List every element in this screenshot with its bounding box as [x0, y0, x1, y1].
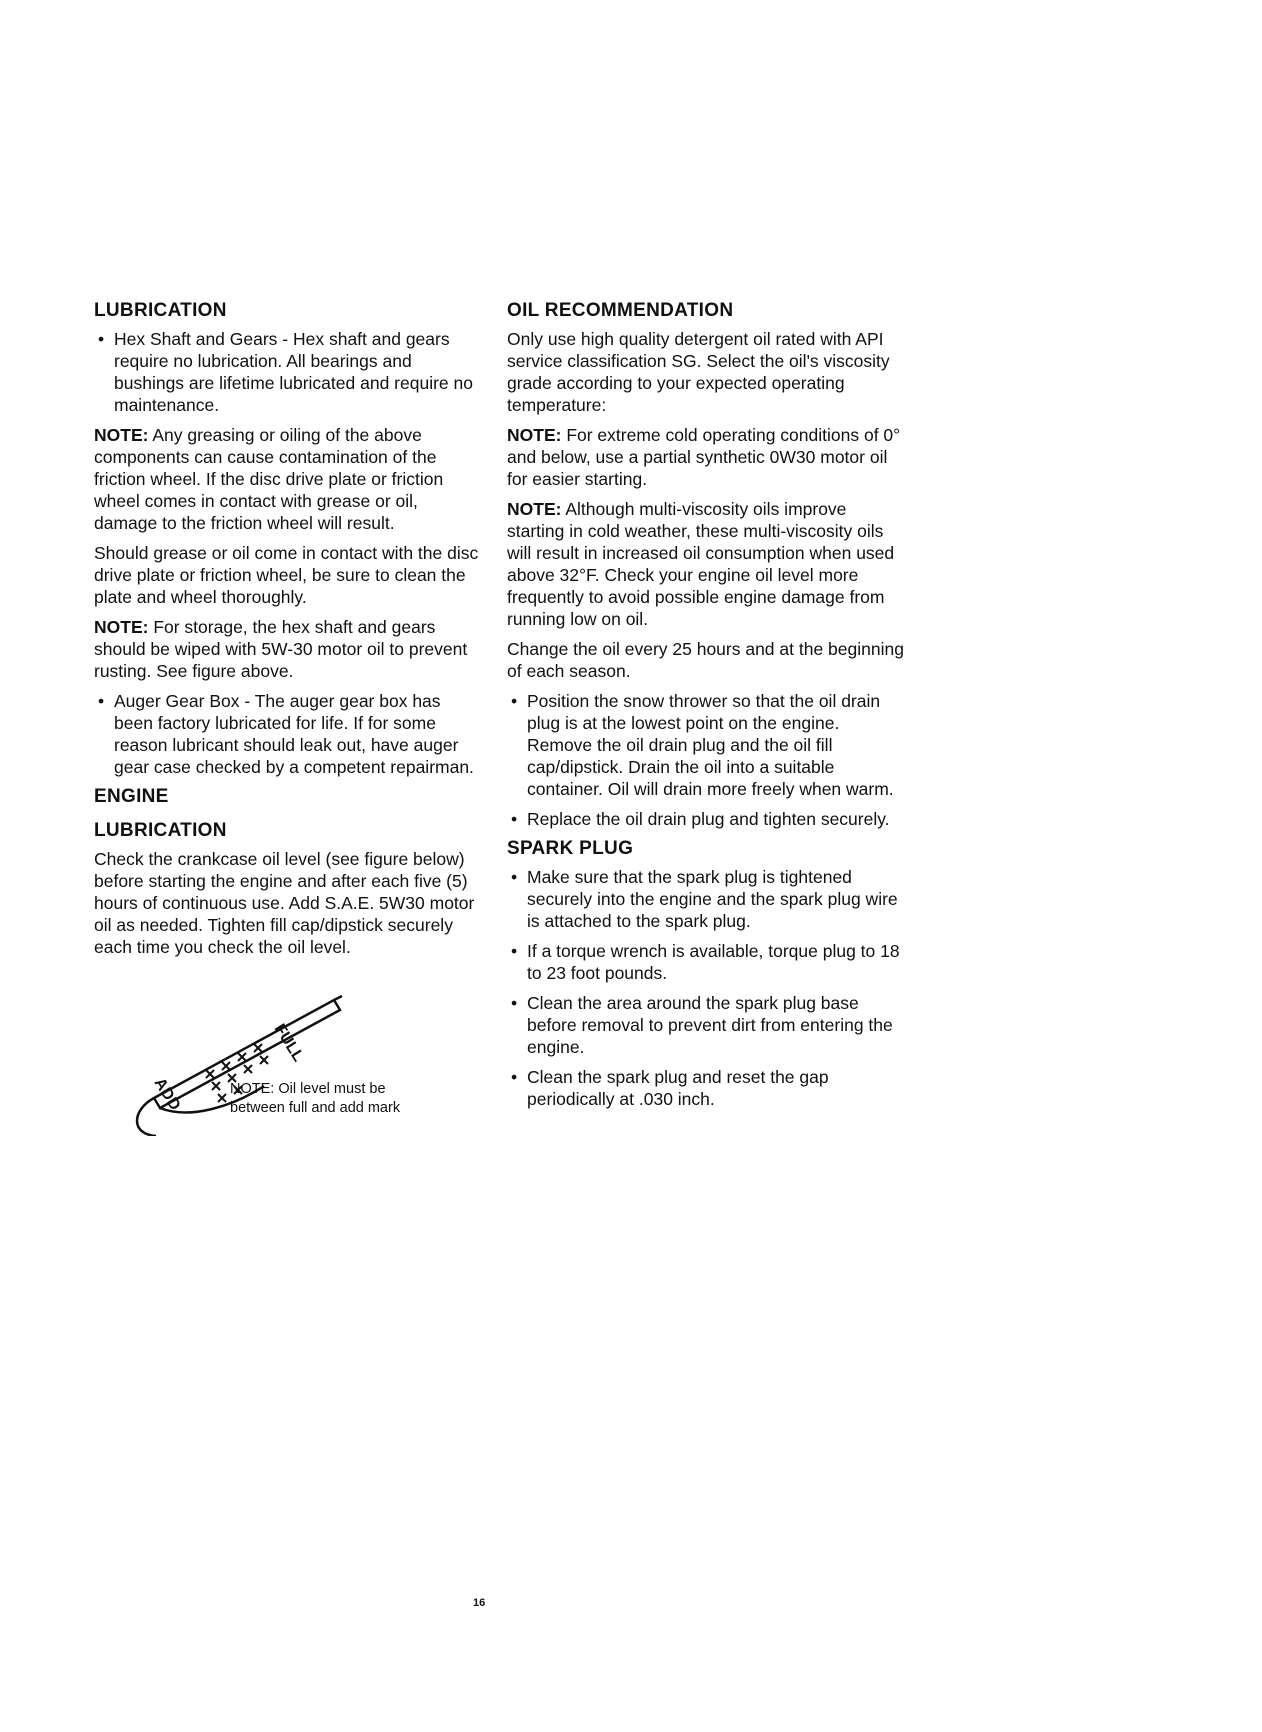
oil-paragraph-2: Change the oil every 25 hours and at the beginning of each season. — [507, 639, 904, 681]
hex-shaft-bullet: • Hex Shaft and Gears - Hex shaft and gears require no lubrication. All bearings and bushings are lifetime lubricated and require no maintenance. — [94, 328, 484, 416]
spark-plug-list — [507, 866, 907, 1110]
lubrication-note-2 — [94, 616, 484, 682]
note-label: NOTE: — [507, 425, 562, 445]
note-label: NOTE: — [507, 499, 562, 519]
right-column — [507, 300, 907, 1118]
engine-lubrication-paragraph: Check the crankcase oil level (see figure below) before starting the engine and after each five (5) hours of continuous use. Add S.A.E. 5W30 motor oil as needed. Tighten fill cap/dipstick securely each time you check the oil level. — [94, 849, 475, 957]
spark-plug-bullet-1: • Make sure that the spark plug is tightened securely into the engine and the spark plug wire is attached to the spark plug. — [507, 866, 907, 932]
note-label: NOTE: — [94, 425, 149, 445]
oil-note-2 — [507, 498, 907, 630]
dipstick-full-label: FULL — [270, 1021, 307, 1065]
oil-paragraph-1: Only use high quality detergent oil rated with API service classification SG. Select the oil's viscosity grade according to your expected operating temperature: — [507, 329, 890, 415]
lubrication-note-1 — [94, 424, 484, 534]
dipstick-add-label: ADD — [150, 1075, 184, 1114]
lubrication-list-1 — [94, 328, 484, 416]
auger-gear-box-bullet: • Auger Gear Box - The auger gear box has been factory lubricated for life. If for some reason lubricant should leak out, have auger gear case checked by a competent repairman. — [94, 690, 484, 778]
oil-recommendation-heading: OIL RECOMMENDATION — [507, 300, 734, 321]
dipstick-figure — [94, 986, 484, 1136]
drain-oil-bullet: • Position the snow thrower so that the oil drain plug is at the lowest point on the engine. Remove the oil drain plug and the oil fill cap/dipstick. Drain the oil into a suitable container. Oil will drain more freely when warm. — [507, 690, 907, 800]
note-text: For storage, the hex shaft and gears should be wiped with 5W-30 motor oil to prevent rusting. See figure above. — [94, 617, 468, 681]
spark-plug-bullet-4: • Clean the spark plug and reset the gap periodically at .030 inch. — [507, 1066, 907, 1110]
spark-plug-bullet-2: • If a torque wrench is available, torque plug to 18 to 23 foot pounds. — [507, 940, 907, 984]
lubrication-heading: LUBRICATION — [94, 300, 227, 321]
lubrication-paragraph: Should grease or oil come in contact with the disc drive plate or friction wheel, be sure to clean the plate and wheel thoroughly. — [94, 543, 479, 607]
note-label: NOTE: — [94, 617, 149, 637]
oil-note-1 — [507, 424, 907, 490]
dipstick-note — [230, 1080, 400, 1118]
spark-plug-bullet-3: • Clean the area around the spark plug base before removal to prevent dirt from entering the engine. — [507, 992, 907, 1058]
dipstick-note-line2: between full and add mark — [230, 1100, 401, 1116]
replace-plug-bullet: • Replace the oil drain plug and tighten securely. — [507, 808, 907, 830]
left-column — [94, 300, 484, 1136]
note-text: For extreme cold operating conditions of 0° and below, use a partial synthetic 0W30 motor oil for easier starting. — [507, 425, 901, 489]
page-number: 16 — [473, 1597, 486, 1609]
note-text: Although multi-viscosity oils improve starting in cold weather, these multi-viscosity oils will result in increased oil consumption when used above 32°F. Check your engine oil level more frequently to avoid possible engine damage from running low on oil. — [507, 499, 895, 629]
engine-lubrication-heading: LUBRICATION — [94, 820, 227, 841]
oil-change-list — [507, 690, 907, 830]
lubrication-list-2 — [94, 690, 484, 778]
note-text: Any greasing or oiling of the above components can cause contamination of the friction wheel. If the disc drive plate or friction wheel comes in contact with grease or oil, damage to the friction wheel will result. — [94, 425, 444, 533]
dipstick-note-line1: NOTE: Oil level must be — [230, 1081, 386, 1097]
engine-heading: ENGINE — [94, 786, 169, 807]
spark-plug-heading: SPARK PLUG — [507, 838, 634, 859]
